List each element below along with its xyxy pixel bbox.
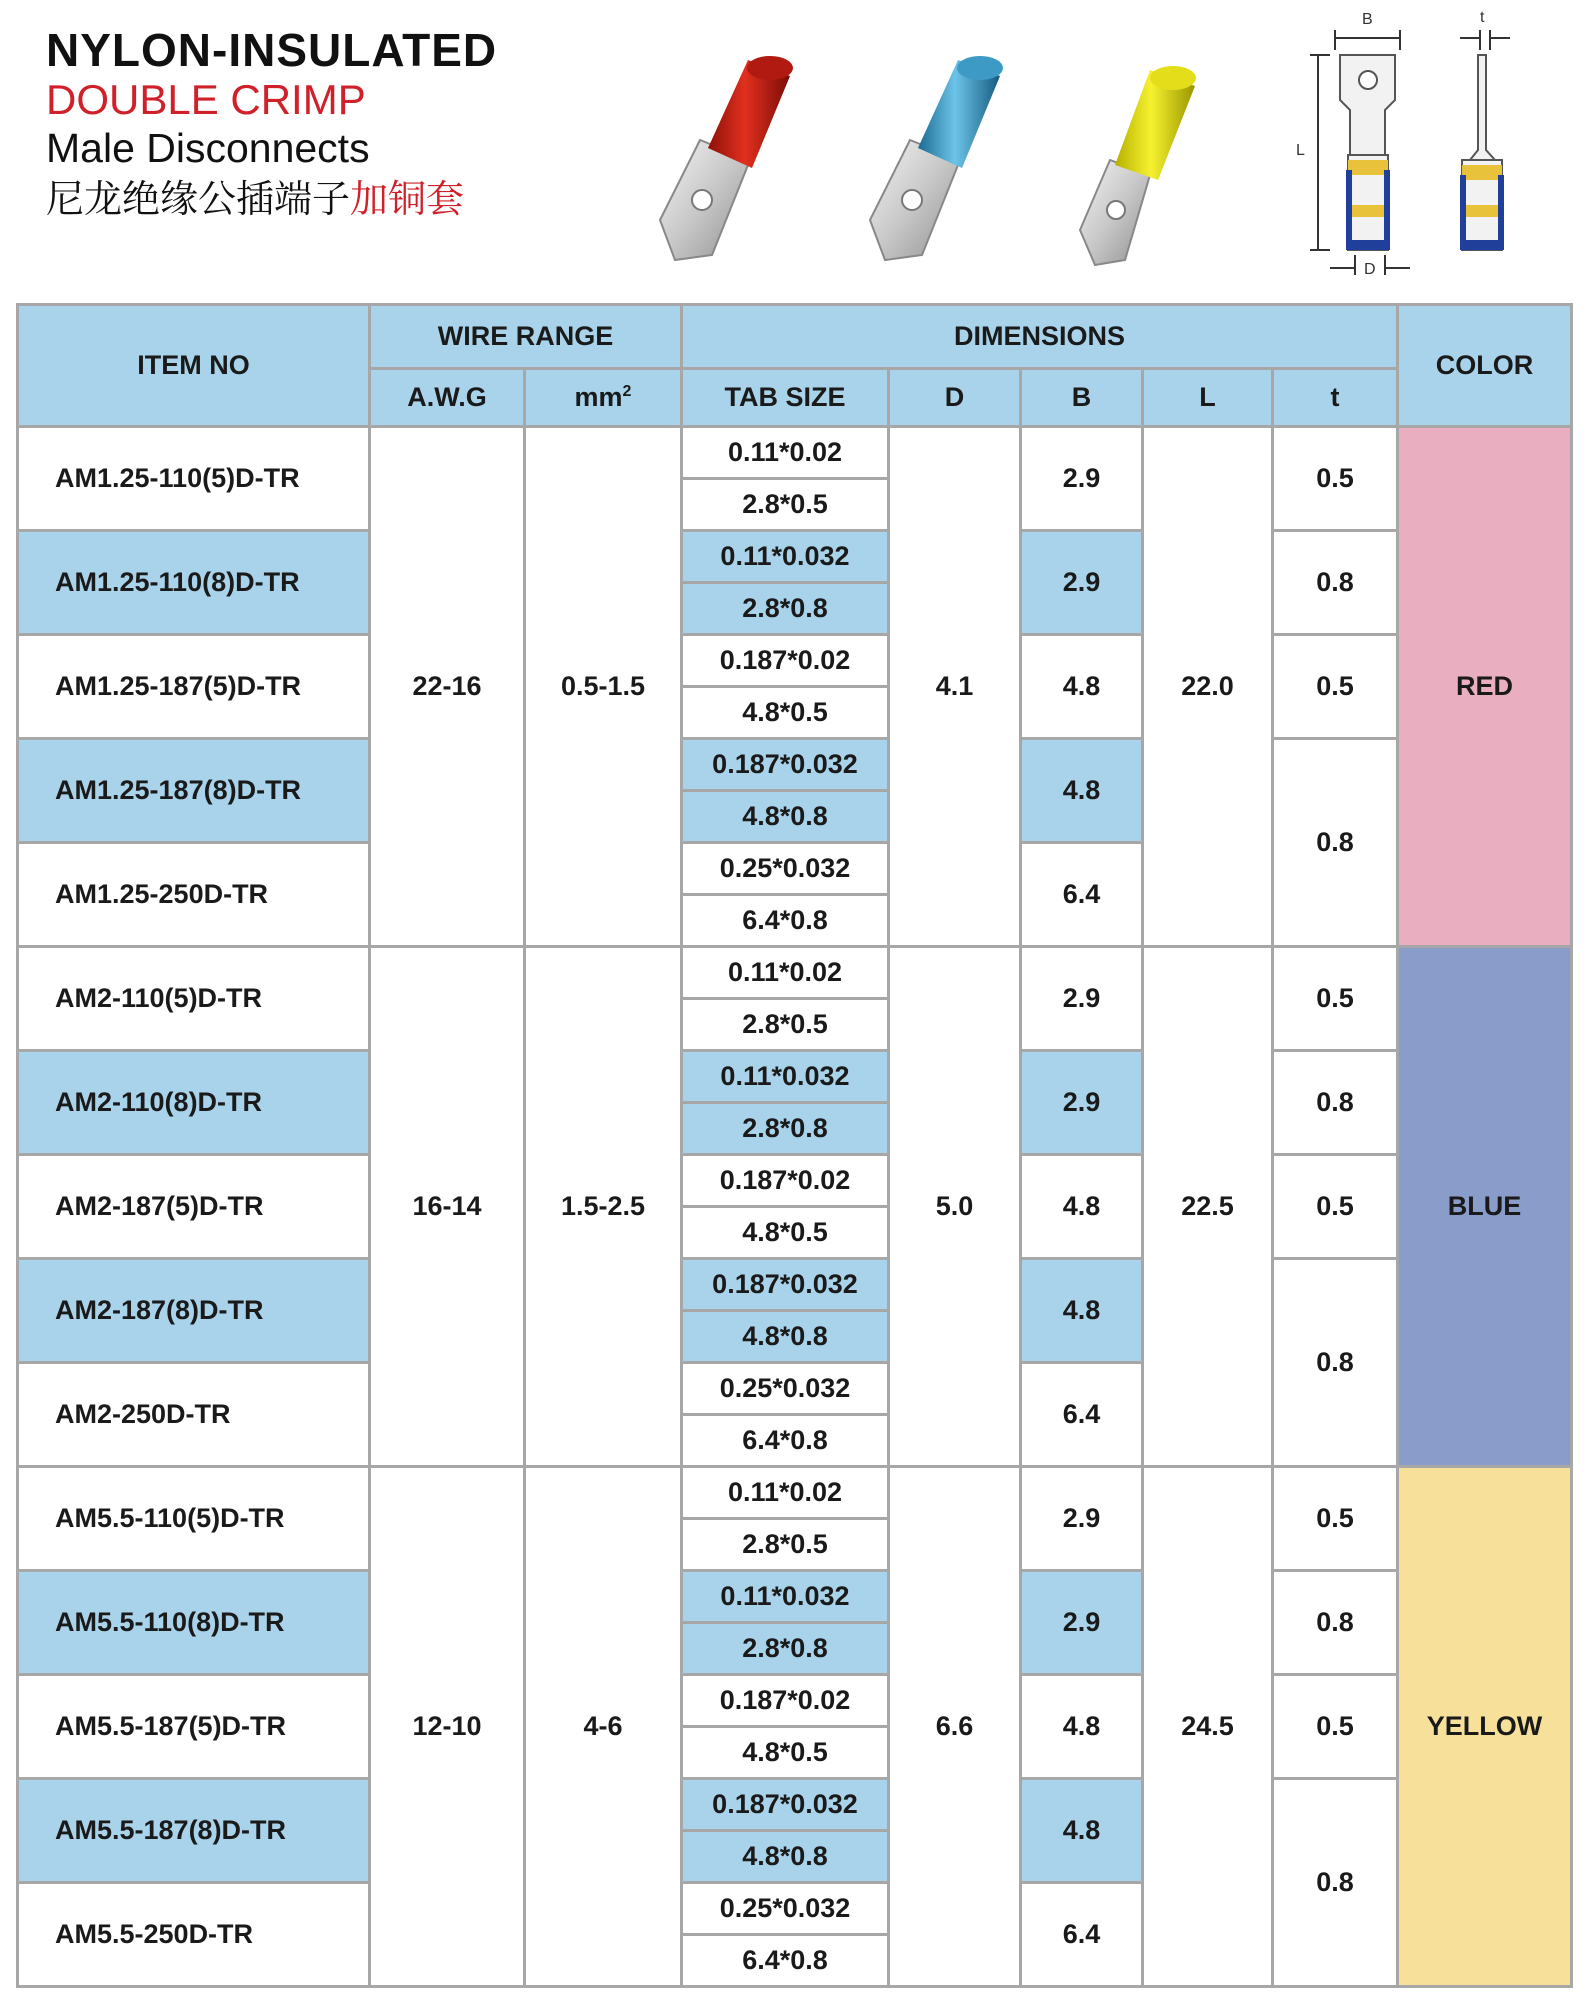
cell-l: 24.5 — [1143, 1467, 1273, 1987]
spec-table — [16, 303, 1573, 1988]
cell-item-no: AM1.25-110(5)D-TR — [18, 427, 370, 531]
cell-tab-size-mm: 4.8*0.5 — [682, 1727, 889, 1779]
cell-b: 6.4 — [1021, 1883, 1143, 1987]
cell-tab-size-mm: 2.8*0.8 — [682, 583, 889, 635]
cell-b: 4.8 — [1021, 635, 1143, 739]
cell-t: 0.5 — [1273, 1155, 1398, 1259]
cell-item-no: AM2-110(8)D-TR — [18, 1051, 370, 1155]
header-l: L — [1143, 369, 1273, 427]
cell-item-no: AM1.25-250D-TR — [18, 843, 370, 947]
cell-t: 0.5 — [1273, 1675, 1398, 1779]
table-row — [18, 1675, 1572, 1727]
diagram-label-b: B — [1362, 11, 1373, 28]
table-row — [18, 1155, 1572, 1207]
cell-t: 0.8 — [1273, 1051, 1398, 1155]
table-row — [18, 1571, 1572, 1623]
cell-tab-size-mm: 2.8*0.5 — [682, 1519, 889, 1571]
cell-mm2: 1.5-2.5 — [525, 947, 682, 1467]
cell-item-no: AM2-187(5)D-TR — [18, 1155, 370, 1259]
cell-item-no: AM1.25-187(8)D-TR — [18, 739, 370, 843]
cell-t: 0.8 — [1273, 1779, 1398, 1987]
spec-table-wrapper — [16, 303, 1573, 1988]
cell-t: 0.5 — [1273, 1467, 1398, 1571]
header-color: COLOR — [1398, 305, 1572, 427]
cell-b: 2.9 — [1021, 1467, 1143, 1571]
title-chinese-main: 尼龙绝缘公插端子 — [46, 177, 351, 221]
header-dimensions: DIMENSIONS — [682, 305, 1398, 369]
cell-item-no: AM5.5-187(5)D-TR — [18, 1675, 370, 1779]
diagram-label-t: t — [1480, 9, 1485, 26]
cell-d: 6.6 — [889, 1467, 1021, 1987]
cell-tab-size-inch: 0.187*0.02 — [682, 1675, 889, 1727]
table-row — [18, 1051, 1572, 1103]
cell-tab-size-inch: 0.11*0.032 — [682, 1051, 889, 1103]
table-row — [18, 947, 1572, 999]
cell-tab-size-mm: 6.4*0.8 — [682, 1415, 889, 1467]
cell-b: 6.4 — [1021, 1363, 1143, 1467]
header-t: t — [1273, 369, 1398, 427]
cell-b: 2.9 — [1021, 427, 1143, 531]
spec-table-body — [18, 427, 1572, 1987]
yellow-terminal-photo — [1080, 66, 1196, 265]
title-male-disconnects: Male Disconnects — [46, 125, 370, 171]
diagram-label-l: L — [1296, 142, 1305, 159]
header-tab-size: TAB SIZE — [682, 369, 889, 427]
header-mm2-sup: 2 — [622, 383, 632, 400]
cell-b: 4.8 — [1021, 1675, 1143, 1779]
cell-tab-size-mm: 2.8*0.5 — [682, 479, 889, 531]
cell-tab-size-mm: 2.8*0.5 — [682, 999, 889, 1051]
cell-b: 4.8 — [1021, 1779, 1143, 1883]
cell-l: 22.5 — [1143, 947, 1273, 1467]
cell-tab-size-inch: 0.187*0.032 — [682, 1259, 889, 1311]
cell-b: 2.9 — [1021, 531, 1143, 635]
cell-b: 2.9 — [1021, 1571, 1143, 1675]
cell-tab-size-inch: 0.25*0.032 — [682, 1883, 889, 1935]
cell-color: YELLOW — [1398, 1467, 1572, 1987]
table-row — [18, 1467, 1572, 1519]
cell-item-no: AM5.5-250D-TR — [18, 1883, 370, 1987]
cell-tab-size-mm: 2.8*0.8 — [682, 1103, 889, 1155]
header-mm2 — [525, 369, 682, 427]
page-header — [46, 24, 497, 226]
table-row — [18, 1779, 1572, 1831]
cell-t: 0.8 — [1273, 739, 1398, 947]
cell-mm2: 4-6 — [525, 1467, 682, 1987]
table-row — [18, 635, 1572, 687]
header-awg: A.W.G — [370, 369, 525, 427]
cell-item-no: AM1.25-187(5)D-TR — [18, 635, 370, 739]
cell-tab-size-mm: 6.4*0.8 — [682, 895, 889, 947]
cell-t: 0.5 — [1273, 635, 1398, 739]
blue-terminal-photo — [870, 56, 1003, 260]
product-photos — [640, 20, 1260, 270]
diagram-label-d: D — [1364, 261, 1376, 278]
header-b: B — [1021, 369, 1143, 427]
table-row — [18, 739, 1572, 791]
cell-tab-size-inch: 0.25*0.032 — [682, 1363, 889, 1415]
red-terminal-photo — [660, 56, 793, 260]
cell-tab-size-inch: 0.11*0.032 — [682, 1571, 889, 1623]
cell-item-no: AM1.25-110(8)D-TR — [18, 531, 370, 635]
cell-item-no: AM5.5-187(8)D-TR — [18, 1779, 370, 1883]
cell-tab-size-mm: 4.8*0.5 — [682, 687, 889, 739]
cell-item-no: AM5.5-110(5)D-TR — [18, 1467, 370, 1571]
header-d: D — [889, 369, 1021, 427]
cell-d: 4.1 — [889, 427, 1021, 947]
header-mm2-text: mm — [574, 382, 623, 412]
cell-tab-size-mm: 2.8*0.8 — [682, 1623, 889, 1675]
cell-tab-size-mm: 4.8*0.8 — [682, 791, 889, 843]
cell-tab-size-mm: 4.8*0.8 — [682, 1831, 889, 1883]
title-chinese-highlight: 加铜套 — [350, 177, 465, 221]
cell-t: 0.8 — [1273, 1259, 1398, 1467]
cell-item-no: AM2-187(8)D-TR — [18, 1259, 370, 1363]
cell-item-no: AM5.5-110(8)D-TR — [18, 1571, 370, 1675]
cell-tab-size-inch: 0.11*0.02 — [682, 947, 889, 999]
cell-tab-size-inch: 0.187*0.02 — [682, 635, 889, 687]
cell-tab-size-inch: 0.187*0.032 — [682, 1779, 889, 1831]
cell-tab-size-mm: 6.4*0.8 — [682, 1935, 889, 1987]
cell-color: RED — [1398, 427, 1572, 947]
title-nylon-insulated: NYLON-INSULATED — [46, 24, 498, 76]
cell-awg: 16-14 — [370, 947, 525, 1467]
cell-awg: 12-10 — [370, 1467, 525, 1987]
cell-d: 5.0 — [889, 947, 1021, 1467]
cell-tab-size-mm: 4.8*0.5 — [682, 1207, 889, 1259]
cell-tab-size-inch: 0.25*0.032 — [682, 843, 889, 895]
title-double-crimp: DOUBLE CRIMP — [46, 76, 366, 123]
cell-l: 22.0 — [1143, 427, 1273, 947]
cell-mm2: 0.5-1.5 — [525, 427, 682, 947]
table-row — [18, 531, 1572, 583]
cell-b: 2.9 — [1021, 947, 1143, 1051]
cell-t: 0.5 — [1273, 947, 1398, 1051]
cell-b: 6.4 — [1021, 843, 1143, 947]
table-row — [18, 427, 1572, 479]
cell-b: 4.8 — [1021, 1155, 1143, 1259]
cell-b: 4.8 — [1021, 1259, 1143, 1363]
cell-tab-size-inch: 0.11*0.032 — [682, 531, 889, 583]
header-item-no: ITEM NO — [18, 305, 370, 427]
cell-color: BLUE — [1398, 947, 1572, 1467]
table-row — [18, 1259, 1572, 1311]
cell-tab-size-inch: 0.11*0.02 — [682, 1467, 889, 1519]
header-wire-range: WIRE RANGE — [370, 305, 682, 369]
cell-tab-size-inch: 0.11*0.02 — [682, 427, 889, 479]
dimension-diagram — [1290, 0, 1580, 290]
cell-tab-size-inch: 0.187*0.02 — [682, 1155, 889, 1207]
cell-awg: 22-16 — [370, 427, 525, 947]
cell-t: 0.5 — [1273, 427, 1398, 531]
cell-t: 0.8 — [1273, 1571, 1398, 1675]
cell-tab-size-inch: 0.187*0.032 — [682, 739, 889, 791]
cell-tab-size-mm: 4.8*0.8 — [682, 1311, 889, 1363]
cell-item-no: AM2-110(5)D-TR — [18, 947, 370, 1051]
cell-t: 0.8 — [1273, 531, 1398, 635]
cell-b: 4.8 — [1021, 739, 1143, 843]
title-chinese — [46, 172, 497, 226]
cell-b: 2.9 — [1021, 1051, 1143, 1155]
cell-item-no: AM2-250D-TR — [18, 1363, 370, 1467]
